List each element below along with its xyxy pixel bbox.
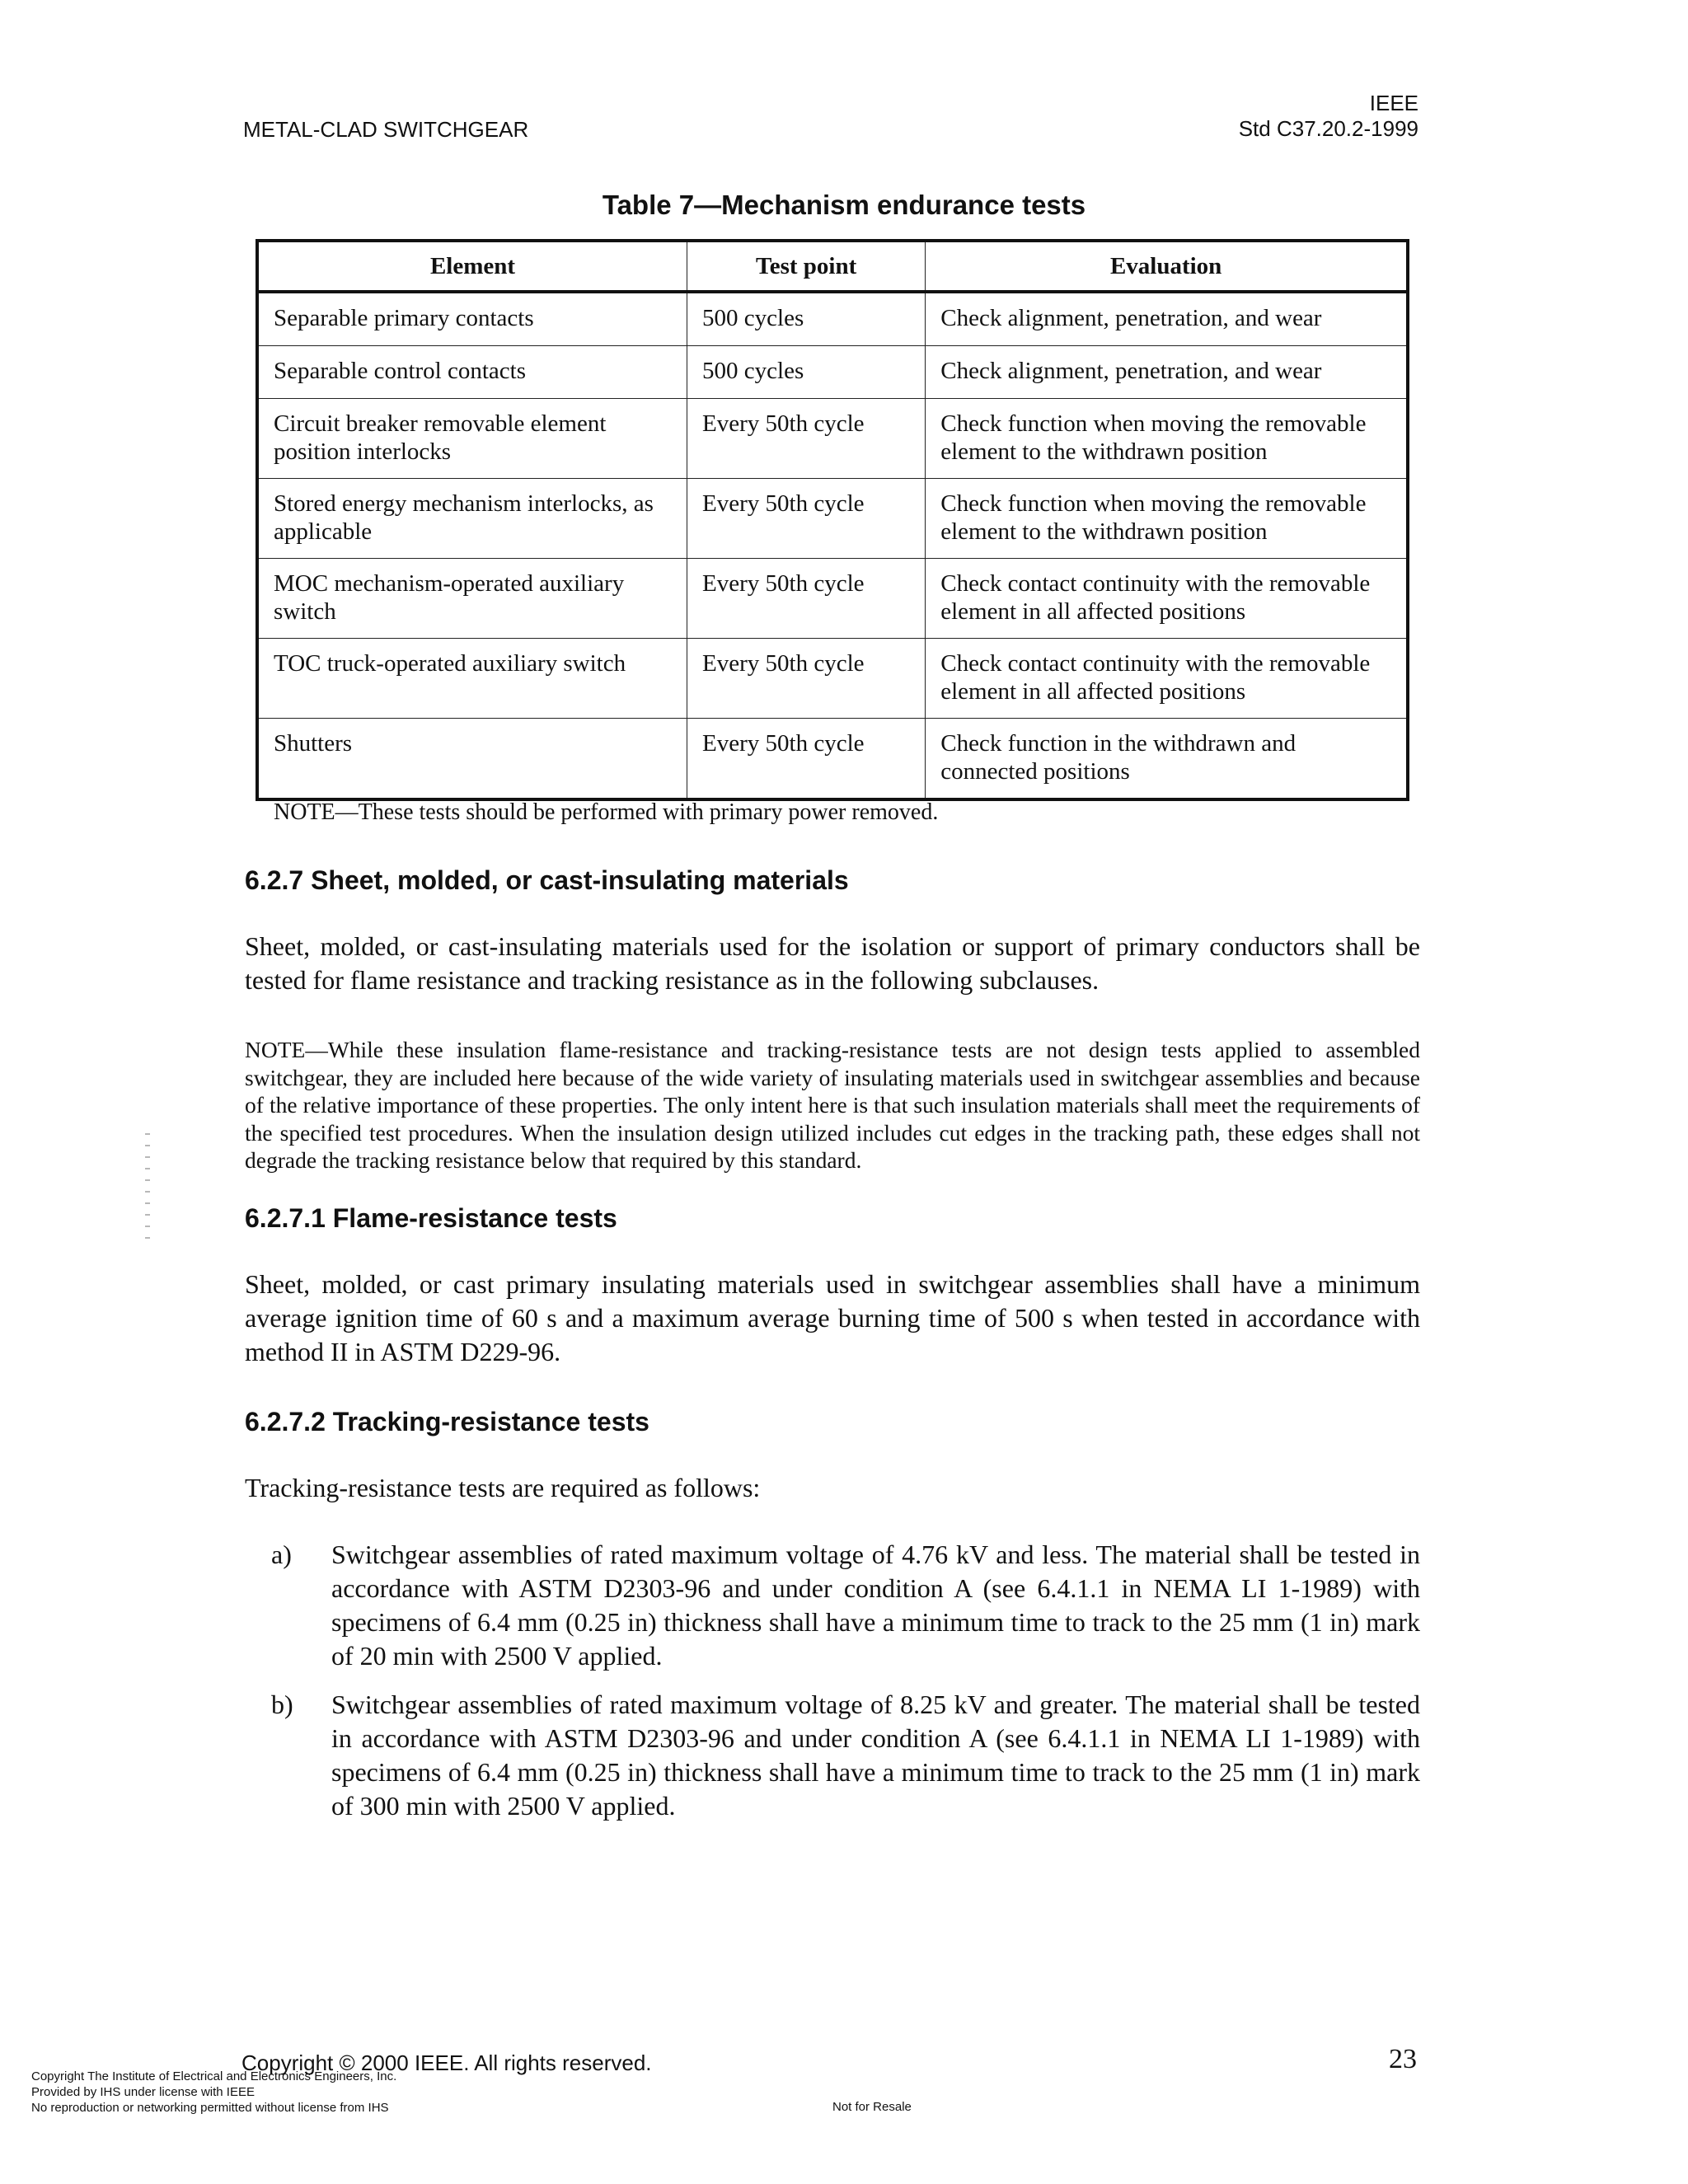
- cell-test-point: Every 50th cycle: [687, 399, 926, 479]
- column-header-evaluation: Evaluation: [926, 241, 1408, 292]
- running-header-standard: [1239, 91, 1418, 142]
- cell-evaluation: Check function when moving the removable element to the withdrawn position: [926, 399, 1408, 479]
- license-fine-print: [31, 2069, 396, 2116]
- cell-test-point: 500 cycles: [687, 346, 926, 399]
- column-header-element: Element: [257, 241, 687, 292]
- table-row: [257, 479, 1408, 559]
- cell-evaluation: Check function in the withdrawn and connected positions: [926, 719, 1408, 800]
- cell-element: Separable control contacts: [257, 346, 687, 399]
- list-item-label: a): [271, 1540, 292, 1569]
- table-row: [257, 399, 1408, 479]
- cell-test-point: Every 50th cycle: [687, 479, 926, 559]
- table-row: [257, 346, 1408, 399]
- cell-evaluation: Check alignment, penetration, and wear: [926, 346, 1408, 399]
- cell-evaluation: Check function when moving the removable element to the withdrawn position: [926, 479, 1408, 559]
- not-for-resale-label: Not for Resale: [832, 2100, 912, 2114]
- margin-scan-mark: [145, 1133, 150, 1249]
- data-table: [256, 239, 1409, 801]
- fine-print-line: Copyright The Institute of Electrical and Electronics Engineers, Inc.: [31, 2069, 397, 2083]
- cell-element: Shutters: [257, 719, 687, 800]
- section-body-6-2-7-1: Sheet, molded, or cast primary insulating materials used in switchgear assemblies shall have a minimum average ignition time of 60 s and a maximum average burning time of 500 s when tested in accordance with method II in ASTM D229-96.: [245, 1269, 1420, 1366]
- mechanism-endurance-table: [256, 239, 1409, 801]
- header-publisher: IEEE: [1369, 91, 1418, 115]
- table-row: [257, 719, 1408, 800]
- cell-evaluation: Check alignment, penetration, and wear: [926, 292, 1408, 346]
- fine-print-line: Provided by IHS under license with IEEE: [31, 2085, 255, 2099]
- cell-element: MOC mechanism-operated auxiliary switch: [257, 559, 687, 639]
- section-heading-6-2-7-1: 6.2.7.1 Flame-resistance tests: [245, 1203, 617, 1233]
- table-row: [257, 559, 1408, 639]
- page-number: 23: [1389, 2044, 1417, 2074]
- cell-element: Separable primary contacts: [257, 292, 687, 346]
- section-body-6-2-7: Sheet, molded, or cast-insulating materials used for the isolation or support of primary conductors shall be tested for flame resistance and tracking resistance as in the following subclauses.: [245, 931, 1420, 995]
- running-header-title: METAL-CLAD SWITCHGEAR: [243, 117, 529, 142]
- footer-copyright: Copyright © 2000 IEEE. All rights reserved.: [241, 2050, 652, 2075]
- cell-test-point: Every 50th cycle: [687, 719, 926, 800]
- table-note: NOTE—These tests should be performed with primary power removed.: [274, 799, 939, 825]
- cell-element: TOC truck-operated auxiliary switch: [257, 639, 687, 719]
- fine-print-line: No reproduction or networking permitted without license from IHS: [31, 2101, 389, 2115]
- cell-evaluation: Check contact continuity with the removable element in all affected positions: [926, 639, 1408, 719]
- list-item-label: b): [271, 1690, 293, 1719]
- section-heading-6-2-7-2: 6.2.7.2 Tracking-resistance tests: [245, 1407, 649, 1436]
- section-note-6-2-7: NOTE—While these insulation flame-resistance and tracking-resistance tests are not design tests applied to assembled switchgear, they are included here because of the wide variety of insulating materials used in switchgear assemblies and because of the relative importance of these properties. The only intent here is that such insulation materials shall meet the requirements of the specified test procedures. When the insulation design utilized includes cut edges in the tracking path, these edges shall not degrade the tracking resistance below that required by this standard.: [245, 1037, 1420, 1173]
- header-standard-number: Std C37.20.2-1999: [1238, 116, 1418, 141]
- table-row: [257, 292, 1408, 346]
- list-item-text: Switchgear assemblies of rated maximum voltage of 4.76 kV and less. The material shall be tested in accordance with ASTM D2303-96 and under condition A (see 6.4.1.1 in NEMA LI 1-1989) with specimens of 6.4 mm (0.25 in) thickness shall have a minimum time to track to the 25 mm (1 in) mark of 20 min with 2500 V applied.: [331, 1540, 1420, 1671]
- cell-test-point: Every 50th cycle: [687, 559, 926, 639]
- cell-element: Stored energy mechanism interlocks, as applicable: [257, 479, 687, 559]
- table-header-row: [257, 241, 1408, 292]
- table-row: [257, 639, 1408, 719]
- column-header-test-point: Test point: [687, 241, 926, 292]
- table-caption: Table 7—Mechanism endurance tests: [602, 190, 1086, 220]
- cell-element: Circuit breaker removable element position interlocks: [257, 399, 687, 479]
- list-item-text: Switchgear assemblies of rated maximum voltage of 8.25 kV and greater. The material shall be tested in accordance with ASTM D2303-96 and under condition A (see 6.4.1.1 in NEMA LI 1-1989) with specimens of 6.4 mm (0.25 in) thickness shall have a minimum time to track to the 25 mm (1 in) mark of 300 min with 2500 V applied.: [331, 1690, 1420, 1821]
- section-intro-6-2-7-2: Tracking-resistance tests are required as follows:: [245, 1473, 761, 1502]
- cell-test-point: 500 cycles: [687, 292, 926, 346]
- section-heading-6-2-7: 6.2.7 Sheet, molded, or cast-insulating materials: [245, 865, 849, 895]
- cell-test-point: Every 50th cycle: [687, 639, 926, 719]
- cell-evaluation: Check contact continuity with the removable element in all affected positions: [926, 559, 1408, 639]
